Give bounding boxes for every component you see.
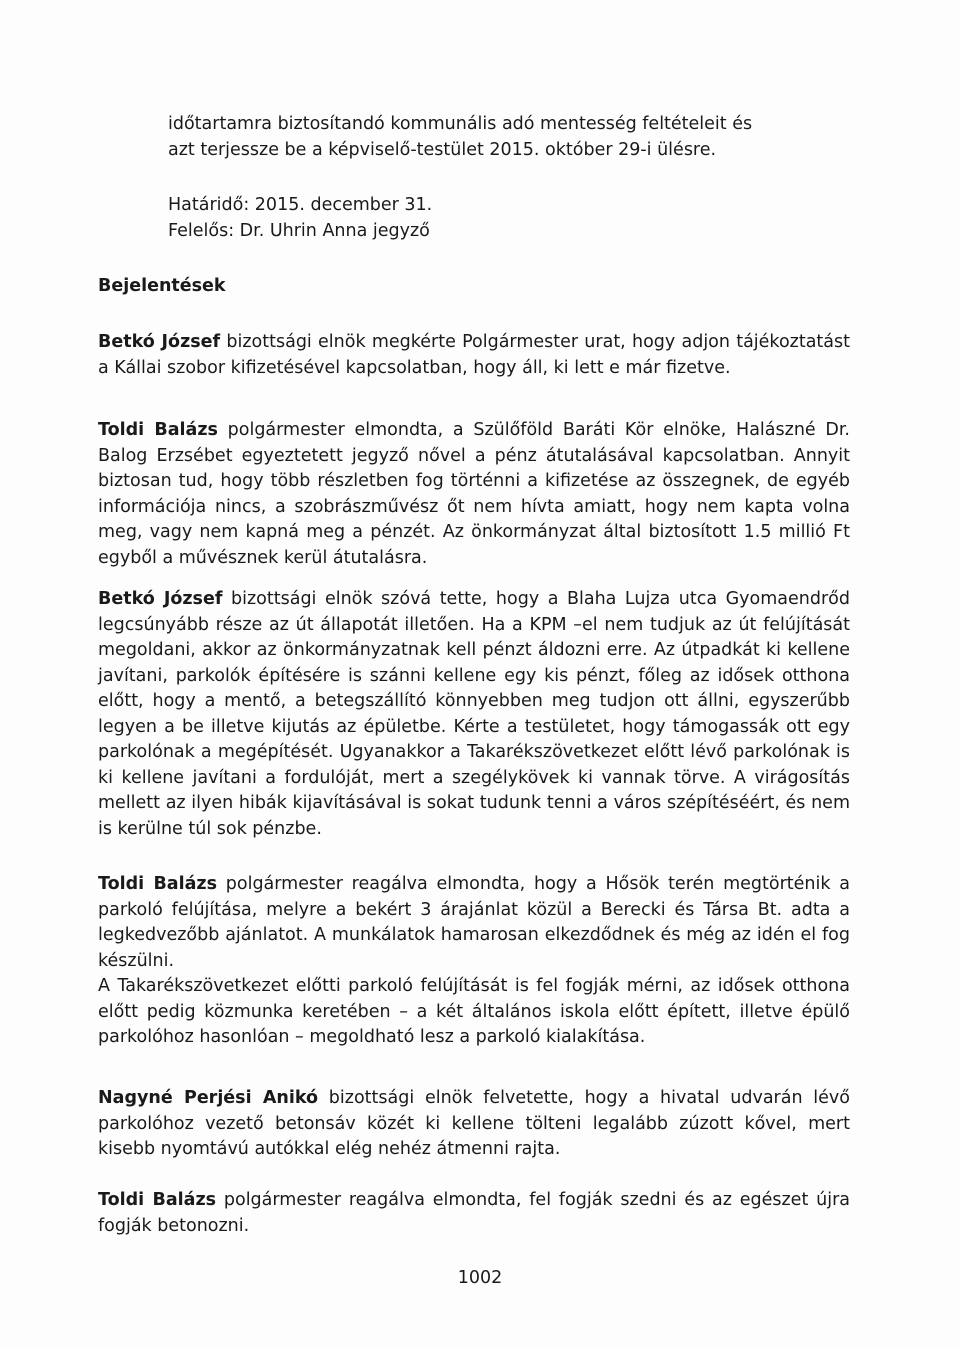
paragraph-text: bizottsági elnök felvetette, hogy a hivatal udvarán lévő parkolóhoz vezető betonsáv közét ki kellene tölteni legalább zúzott kővel, mert kisebb nyomtávú autókkal elég nehéz átmenni rajta. <box>98 1088 850 1159</box>
intro-line-1: időtartamra biztosítandó kommunális adó mentesség feltételeit és <box>168 114 753 134</box>
paragraph-6 <box>98 1188 850 1239</box>
paragraph-2 <box>98 418 850 571</box>
page-number: 1002 <box>457 1268 503 1288</box>
section-heading: Bejelentések <box>98 276 226 296</box>
paragraph-text: bizottsági elnök szóvá tette, hogy a Blaha Lujza utca Gyomaendrőd legcsúnyább része az út állapotát illetően. Ha a KPM –el nem tudjuk az út felújítását megoldani, akkor az önkormányzatnak kell pénzt áldozni erre. Az útpadkát ki kellene javítani, parkolók építésére is szánni kellene egy kis pénzt, főleg az idősek otthona előtt, hogy a mentő, a betegszállító könnyebben meg tudjon ott állni, egyszerűbb legyen a be illetve kijutás az épületbe. Kérte a testületet, hogy támogassák ott egy parkolónak a megépítését. Ugyanakkor a Takarékszövetkezet előtt lévő parkolónak is ki kellene javítani a fordulóját, mert a szegélykövek ki vannak törve. A virágosítás mellett az ilyen hibák kijavításával is sokat tudunk tenni a város szépítéséért, és nem is kerülne túl sok pénzbe. <box>98 589 850 839</box>
speaker-name: Betkó József <box>98 589 223 609</box>
paragraph-continuation: A Takarékszövetkezet előtti parkoló felújítását is fel fogják mérni, az idősek otthona előtt pedig közmunka keretében – a két általános iskola előtt épített, illetve épülő parkolóhoz hasonlóan – megoldható lesz a parkoló kialakítása. <box>98 976 850 1047</box>
speaker-name: Toldi Balázs <box>98 874 218 894</box>
speaker-name: Toldi Balázs <box>98 420 218 440</box>
paragraph-text: bizottsági elnök megkérte Polgármester urat, hogy adjon tájékoztatást a Kállai szobor kifizetésével kapcsolatban, hogy áll, ki lett e már fizetve. <box>98 332 850 378</box>
paragraph-text: polgármester elmondta, a Szülőföld Baráti Kör elnöke, Halászné Dr. Balog Erzsébet egyeztetett jegyző nővel a pénz átutalásával kapcsolatban. Annyit biztosan tud, hogy több részletben fog történni a kifizetése az összegnek, de egyéb információja nincs, a szobrászművész őt nem hívta amiatt, hogy nem kapta volna meg, vagy nem kapná meg a pénzét. Az önkormányzat által biztosított 1.5 millió Ft egyből a művésznek kerül átutalásra. <box>98 420 850 568</box>
intro-line-2: azt terjessze be a képviselő-testület 2015. október 29-i ülésre. <box>168 139 717 160</box>
speaker-name: Betkó József <box>98 332 221 352</box>
spacer <box>168 163 808 193</box>
paragraph-3 <box>98 587 850 842</box>
responsible-person: Felelős: Dr. Uhrin Anna jegyző <box>168 220 430 241</box>
paragraph-text: polgármester reagálva elmondta, hogy a Hősök terén megtörténik a parkoló felújítása, melyre a bekért 3 árajánlat közül a Berecki és Társa Bt. adta a legkedvezőbb ajánlatot. A munkálatok hamarosan elkezdődnek és még az idén el fog készülni. <box>98 874 850 971</box>
paragraph-text: polgármester reagálva elmondta, fel fogják szedni és az egészet újra fogják betonozni. <box>98 1190 850 1236</box>
paragraph-4 <box>98 872 850 1051</box>
paragraph-5 <box>98 1086 850 1163</box>
speaker-name: Nagyné Perjési Anikó <box>98 1088 319 1108</box>
paragraph-1 <box>98 330 850 381</box>
intro-block <box>168 112 808 244</box>
deadline: Határidő: 2015. december 31. <box>168 195 433 215</box>
speaker-name: Toldi Balázs <box>98 1190 217 1210</box>
